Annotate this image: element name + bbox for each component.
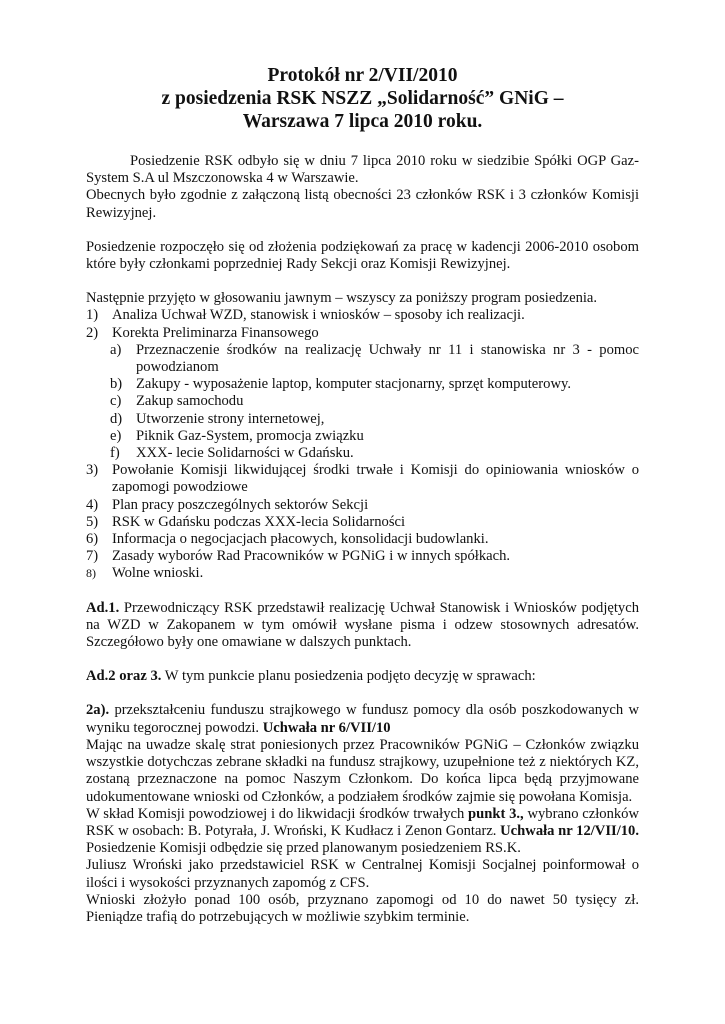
intro-paragraph-2: Obecnych było zgodnie z załączoną listą obecności 23 członków RSK i 3 członków Komisji Rewizyjnej.	[86, 187, 639, 221]
flood-aid-paragraph: Mając na uwadze skalę strat poniesionych przez Pracowników PGNiG – Członków związku wszystkie dotychczas zebrane składki na fundusz strajkowy, uzupełnione też z niektórych KZ, zostaną przeznaczone na pomoc Naszym Członkom. Do końca lipca będą przyjmowane udokumentowane wnioski od Członków, a podziałem środków zajmie się powołana Komisja.	[86, 736, 639, 805]
intro-paragraph-3: Posiedzenie rozpoczęło się od złożenia podziękowań za pracę w kadencji 2006-2010 osobom które były członkami poprzedniej Rady Sekcji oraz Komisji Rewizyjnej.	[86, 238, 639, 273]
agenda-subitem: b) Zakupy - wyposażenie laptop, komputer stacjonarny, sprzęt komputerowy.	[110, 376, 571, 393]
title-line-2: z posiedzenia RSK NSZZ „Solidarność” GNiG –	[161, 88, 564, 109]
agenda-item: 8) Wolne wnioski.	[86, 565, 204, 582]
agenda-subitem: d) Utworzenie strony internetowej,	[110, 410, 325, 427]
resolution-6: Uchwała nr 6/VII/10	[262, 719, 391, 736]
title-line-3: Warszawa 7 lipca 2010 roku.	[242, 111, 483, 132]
agenda-item: 4) Plan pracy poszczególnych sektorów Sekcji	[86, 496, 369, 513]
agenda-subitem: f) XXX- lecie Solidarności w Gdańsku.	[110, 445, 354, 462]
agenda-item: 7) Zasady wyborów Rad Pracowników w PGNiG i w innych spółkach.	[86, 548, 511, 565]
agenda-subitem: e) Piknik Gaz-System, promocja związku	[110, 427, 364, 444]
agenda-item: 6) Informacja o negocjacjach płacowych, konsolidacji budowlanki.	[86, 531, 489, 548]
resolution-12: Uchwała nr 12/VII/10.	[500, 822, 639, 839]
ad2-paragraph: Ad.2 oraz 3. W tym punkcie planu posiedzenia podjęto decyzję w sprawach:	[86, 668, 536, 685]
agenda-item: 2) Korekta Preliminarza Finansowego	[86, 324, 319, 341]
agenda-subitem: c) Zakup samochodu	[110, 393, 244, 410]
intro-paragraph-1: Posiedzenie RSK odbyło się w dniu 7 lipca 2010 roku w siedzibie Spółki OGP Gaz-System S.A ul Mszczonowska 4 w Warszawie.	[86, 153, 639, 187]
ad1-label: Ad.1.	[86, 599, 120, 616]
agenda-sublist	[86, 342, 639, 462]
ad1-paragraph: Ad.1. Przewodniczący RSK przedstawił realizację Uchwał Stanowisk i Wniosków podjętych na WZD w Zakopanem w tym omówił wysłane pisma i odzew stosownych adresatów. Szczegółowo były one omawiane w dalszych punktach.	[86, 599, 639, 651]
point-2a-label: 2a).	[86, 702, 110, 719]
agenda-subitem: a) Przeznaczenie środków na realizację Uchwały nr 11 i stanowiska nr 3 - pomoc powodzianom	[110, 341, 639, 376]
commission-paragraph: W skład Komisji powodziowej i do likwidacji środków trwałych punkt 3., wybrano członków RSK w osobach: B. Potyrała, J. Wroński, K Kudłacz i Zenon Gontarz. Uchwała nr 12/VII/10. Posiedzenie Komisji odbędzie się przed planowanym posiedzeniem RS.K.	[86, 805, 639, 857]
point-2a-paragraph: 2a). przekształceniu funduszu strajkowego w fundusz pomocy dla osób poszkodowanych w wyniku tegorocznej powodzi. Uchwała nr 6/VII/10	[86, 702, 639, 736]
agenda-item: 3) Powołanie Komisji likwidującej środki trwałe i Komisji do opiniowania wniosków o zapomogi powodziowe	[86, 462, 639, 496]
agenda-item: 5) RSK w Gdańsku podczas XXX-lecia Solidarności	[86, 513, 406, 530]
ad2-label: Ad.2 oraz 3.	[86, 668, 162, 685]
document-title	[86, 64, 639, 133]
intro-paragraph-4: Następnie przyjęto w głosowaniu jawnym – wszyscy za poniższy program posiedzenia.	[86, 290, 598, 307]
cfs-paragraph: Juliusz Wroński jako przedstawiciel RSK w Centralnej Komisji Socjalnej poinformował o ilości i wysokości przyznanych zapomóg z CFS.	[86, 857, 639, 891]
title-line-1: Protokół nr 2/VII/2010	[267, 65, 458, 86]
applications-paragraph: Wnioski złożyło ponad 100 osób, przyznano zapomogi od 10 do nawet 50 tysięcy zł. Pieniądze trafią do potrzebujących w możliwie szybkim terminie.	[86, 891, 639, 925]
agenda-item: 1) Analiza Uchwał WZD, stanowisk i wniosków – sposoby ich realizacji.	[86, 307, 525, 324]
agenda-list	[86, 307, 639, 582]
